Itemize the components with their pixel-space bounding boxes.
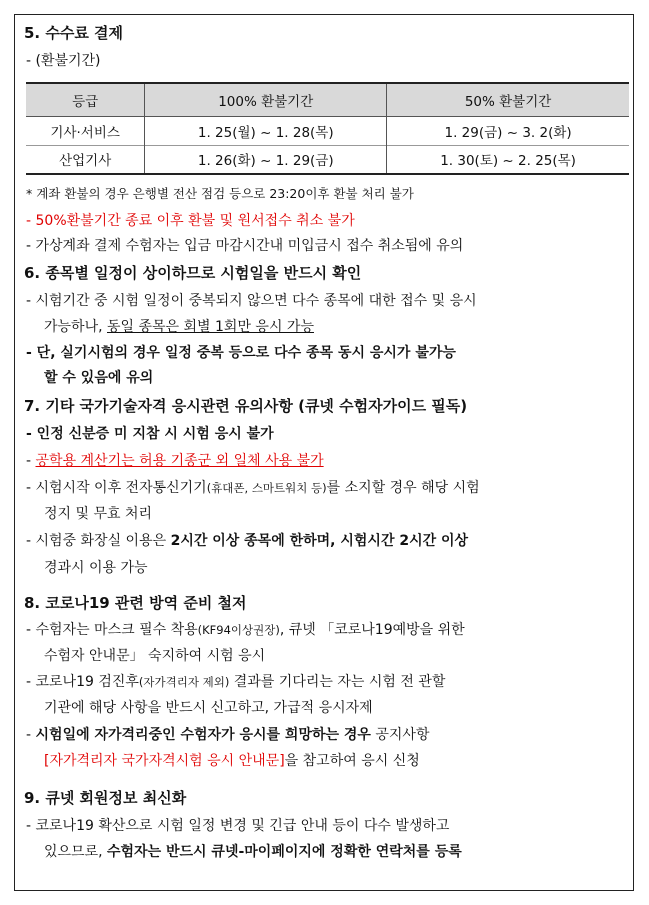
- table-cell: 1. 26(화) ~ 1. 29(금): [145, 145, 387, 174]
- header-grade: 등급: [26, 83, 145, 116]
- bullet-text: - 수험자는 마스크 필수 착용: [26, 622, 198, 638]
- section-8-heading: 8. 코로나19 관련 방역 준비 철저: [24, 594, 247, 612]
- restroom-condition: 2시간 이상 종목에 한하며, 시험시간 2시간 이상: [170, 533, 469, 549]
- section-8-quarantine-note: [26, 724, 429, 744]
- table-row: [26, 116, 629, 145]
- calculator-warning: 공학용 계산기는 허용 기종군 외 일체 사용 불가: [35, 453, 324, 469]
- section-5-heading: 5. 수수료 결제: [24, 24, 124, 42]
- section-7-device-note-line-2: 정지 및 무효 처리: [44, 506, 153, 522]
- bullet-text: - 코로나19 검진후: [26, 674, 139, 690]
- header-50-refund: 50% 환불기간: [387, 83, 629, 116]
- bullet-text: , 큐넷 「코로나19예방을 위한: [279, 622, 465, 638]
- bullet-text: 공지사항: [370, 727, 430, 743]
- section-7-calculator-note: [26, 450, 324, 470]
- bank-check-note: * 계좌 환불의 경우 은행별 전산 점검 등으로 23:20이후 환불 처리 불가: [26, 186, 414, 201]
- bullet-text: - 시험중 화장실 이용은: [26, 533, 171, 549]
- table-cell: 1. 25(월) ~ 1. 28(목): [145, 116, 387, 145]
- table-cell: 1. 29(금) ~ 3. 2(화): [387, 116, 629, 145]
- same-item-once-note: 동일 종목은 회별 1회만 응시 가능: [107, 319, 314, 335]
- section-8-test-note-line-2: 기관에 해당 사항을 반드시 신고하고, 가급적 응시자제: [44, 700, 373, 716]
- section-9-bullet-line-2: [44, 841, 462, 861]
- bullet-text: 결과를 기다리는 자는 시험 전 관할: [229, 674, 446, 690]
- bullet-text: - 시험기간 중 시험 일정이 중복되지 않으면 다수 종목에 대한 접수 및 응시: [26, 293, 477, 309]
- section-8-mask-note-line-2: 수험자 안내문」 숙지하여 시험 응시: [44, 648, 266, 664]
- refund-table: [26, 82, 629, 175]
- section-6-heading: 6. 종목별 일정이 상이하므로 시험일을 반드시 확인: [24, 264, 362, 282]
- bullet-text: 있으므로,: [44, 844, 107, 860]
- section-6-bullet-1: [26, 290, 626, 310]
- refund-table-header: [26, 83, 629, 116]
- section-9-heading: 9. 큐넷 회원정보 최신화: [24, 789, 187, 807]
- section-7-device-note: [26, 477, 480, 497]
- section-7-restroom-note: [26, 530, 468, 550]
- bullet-dash: -: [26, 727, 36, 743]
- virtual-account-note: - 가상계좌 결제 수험자는 입금 마감시간내 미입금시 접수 취소됨에 유의: [26, 238, 464, 254]
- quarantine-condition: 시험일에 자가격리중인 수험자가 응시를 희망하는 경우: [35, 727, 371, 743]
- section-7-id-card-note: - 인정 신분증 미 지참 시 시험 응시 불가: [26, 426, 274, 442]
- mask-grade: (KF94이상권장): [197, 623, 280, 637]
- bullet-text: 가능하나,: [44, 319, 107, 335]
- section-6-bullet-1-line-2: [44, 316, 314, 336]
- section-9-bullet: - 코로나19 확산으로 시험 일정 변경 및 긴급 안내 등이 다수 발생하고: [26, 818, 450, 834]
- contact-update-note: 수험자는 반드시 큐넷-마이페이지에 정확한 연락처를 등록: [107, 844, 462, 860]
- bullet-text: 을 참고하여 응시 신청: [284, 753, 420, 769]
- bullet-text: - 시험시작 이후 전자통신기기: [26, 480, 207, 496]
- device-examples: (휴대폰, 스마트워치 등): [206, 481, 327, 495]
- refund-cancel-warning: - 50%환불기간 종료 이후 환불 및 원서접수 취소 불가: [26, 213, 355, 229]
- table-cell: 산업기사: [26, 145, 145, 174]
- bullet-text: 를 소지할 경우 해당 시험: [326, 480, 480, 496]
- header-100-refund: 100% 환불기간: [145, 83, 387, 116]
- refund-period-label: - (환불기간): [26, 53, 101, 69]
- table-cell: 기사·서비스: [26, 116, 145, 145]
- table-row: [26, 145, 629, 174]
- self-quarantine-excluded: (자가격리자 제외): [138, 675, 230, 689]
- section-8-test-note: [26, 671, 445, 691]
- section-6-bullet-2-line-2: 할 수 있음에 유의: [44, 370, 154, 386]
- section-8-mask-note: [26, 619, 465, 639]
- table-cell: 1. 30(토) ~ 2. 25(목): [387, 145, 629, 174]
- quarantine-guide-link-text: [자가격리자 국가자격시험 응시 안내문]: [44, 753, 285, 769]
- section-8-quarantine-note-line-2: [44, 750, 420, 770]
- section-7-heading: 7. 기타 국가기술자격 응시관련 유의사항 (큐넷 수험자가이드 필독): [24, 397, 468, 415]
- bullet-dash: -: [26, 453, 36, 469]
- section-6-bullet-2: - 단, 실기시험의 경우 일정 중복 등으로 다수 종목 동시 응시가 불가능: [26, 345, 456, 361]
- section-7-restroom-note-line-2: 경과시 이용 가능: [44, 560, 148, 576]
